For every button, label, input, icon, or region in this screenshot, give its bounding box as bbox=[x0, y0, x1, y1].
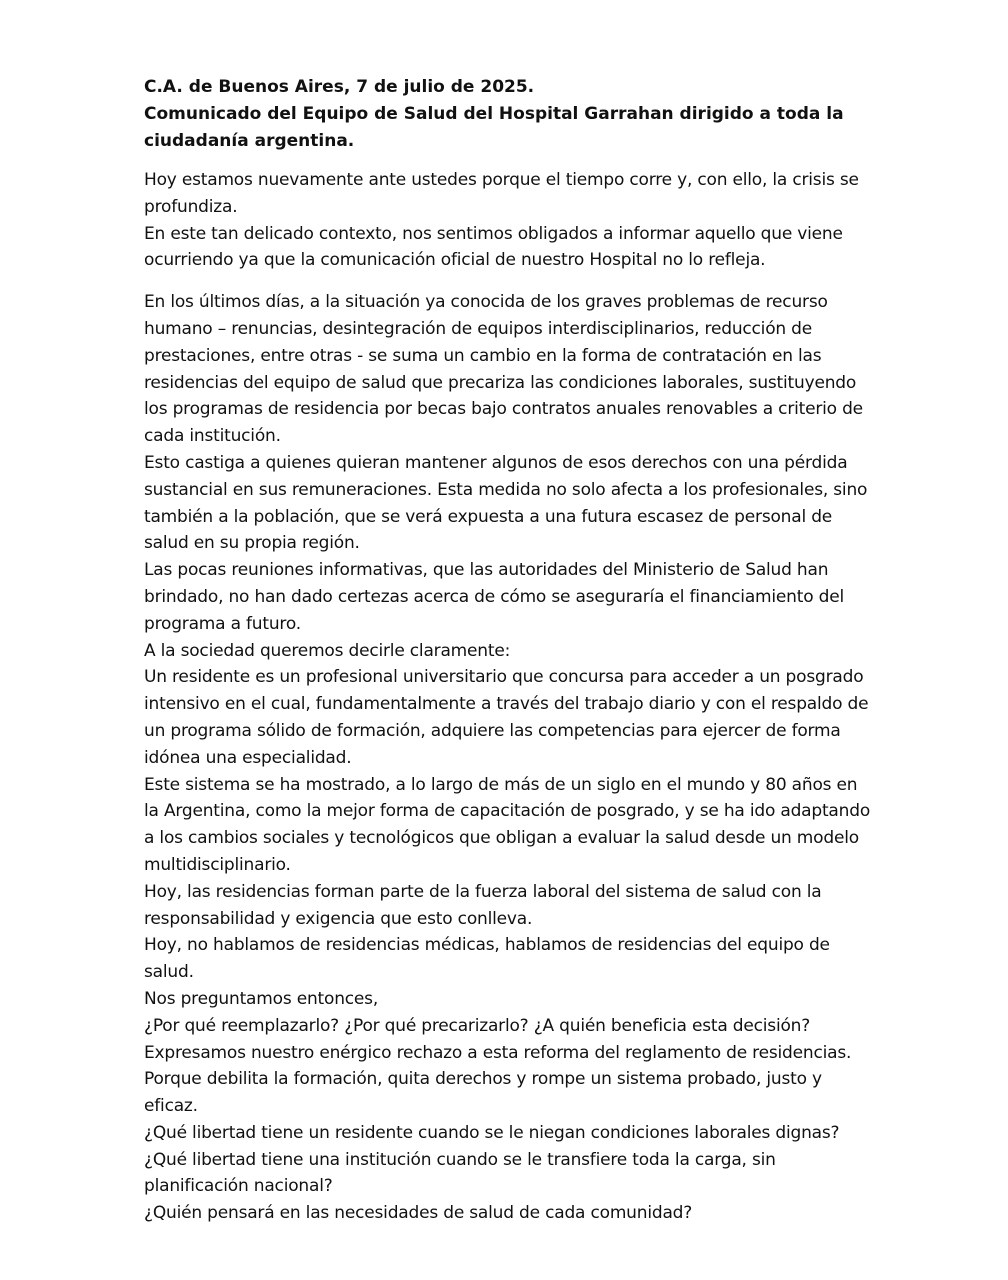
paragraph: Expresamos nuestro enérgico rechazo a esta reforma del reglamento de residencias. bbox=[144, 1042, 852, 1063]
paragraph: Un residente es un profesional universitario que concursa para acceder a un posgrado intensivo en el cual, fundamentalmente a través del trabajo diario y con el respaldo de un programa sólido de formación, adquiere las competencias para ejercer de forma idónea una especialidad. bbox=[144, 667, 869, 768]
document-page bbox=[144, 74, 874, 1227]
paragraph: Hoy, no hablamos de residencias médicas, hablamos de residencias del equipo de salud. bbox=[144, 935, 830, 983]
paragraph: En este tan delicado contexto, nos sentimos obligados a informar aquello que viene ocurriendo ya que la comunicación oficial de nuestro Hospital no lo refleja. bbox=[144, 223, 843, 271]
section-intro bbox=[144, 167, 874, 274]
section-gap bbox=[144, 274, 874, 289]
paragraph: Esto castiga a quienes quieran mantener algunos de esos derechos con una pérdida sustancial en sus remuneraciones. Esta medida no solo afecta a los profesionales, sino también a la población, que se verá expuesta a una futura escasez de personal de salud en su propia región. bbox=[144, 452, 868, 554]
paragraph: En los últimos días, a la situación ya conocida de los graves problemas de recurso humano – renuncias, desintegración de equipos interdisciplinarios, reducción de prestaciones, entre otras - se suma un cambio en la forma de contratación en las residencias del equipo de salud que precariza las condiciones laborales, sustituyendo los programas de residencia por becas bajo contratos anuales renovables a criterio de cada institución. bbox=[144, 292, 863, 447]
paragraph: ¿Qué libertad tiene un residente cuando se le niegan condiciones laborales dignas? bbox=[144, 1122, 840, 1143]
paragraph: ¿Qué libertad tiene una institución cuando se le transfiere toda la carga, sin planificación nacional? bbox=[144, 1149, 776, 1197]
paragraph: Este sistema se ha mostrado, a lo largo de más de un siglo en el mundo y 80 años en la Argentina, como la mejor forma de capacitación de posgrado, y se ha ido adaptando a los cambios sociales y tecnológicos que obligan a evaluar la salud desde un modelo multidisciplinario. bbox=[144, 774, 871, 875]
section-body bbox=[144, 289, 874, 1227]
paragraph: ¿Quién pensará en las necesidades de salud de cada comunidad? bbox=[144, 1203, 693, 1224]
paragraph: Nos preguntamos entonces, bbox=[144, 988, 379, 1009]
paragraph: ¿Por qué reemplazarlo? ¿Por qué precarizarlo? ¿A quién beneficia esta decisión? bbox=[144, 1015, 811, 1036]
paragraph: A la sociedad queremos decirle claramente: bbox=[144, 640, 511, 661]
document-header bbox=[144, 74, 874, 155]
document-title: Comunicado del Equipo de Salud del Hospital Garrahan dirigido a toda la ciudadanía argentina. bbox=[144, 104, 844, 151]
paragraph: Porque debilita la formación, quita derechos y rompe un sistema probado, justo y eficaz. bbox=[144, 1069, 822, 1117]
place-date: C.A. de Buenos Aires, 7 de julio de 2025. bbox=[144, 77, 535, 97]
paragraph: Hoy, las residencias forman parte de la fuerza laboral del sistema de salud con la responsabilidad y exigencia que esto conlleva. bbox=[144, 881, 822, 929]
paragraph: Hoy estamos nuevamente ante ustedes porque el tiempo corre y, con ello, la crisis se profundiza. bbox=[144, 170, 859, 217]
paragraph: Las pocas reuniones informativas, que las autoridades del Ministerio de Salud han brindado, no han dado certezas acerca de cómo se aseguraría el financiamiento del programa a futuro. bbox=[144, 560, 844, 634]
